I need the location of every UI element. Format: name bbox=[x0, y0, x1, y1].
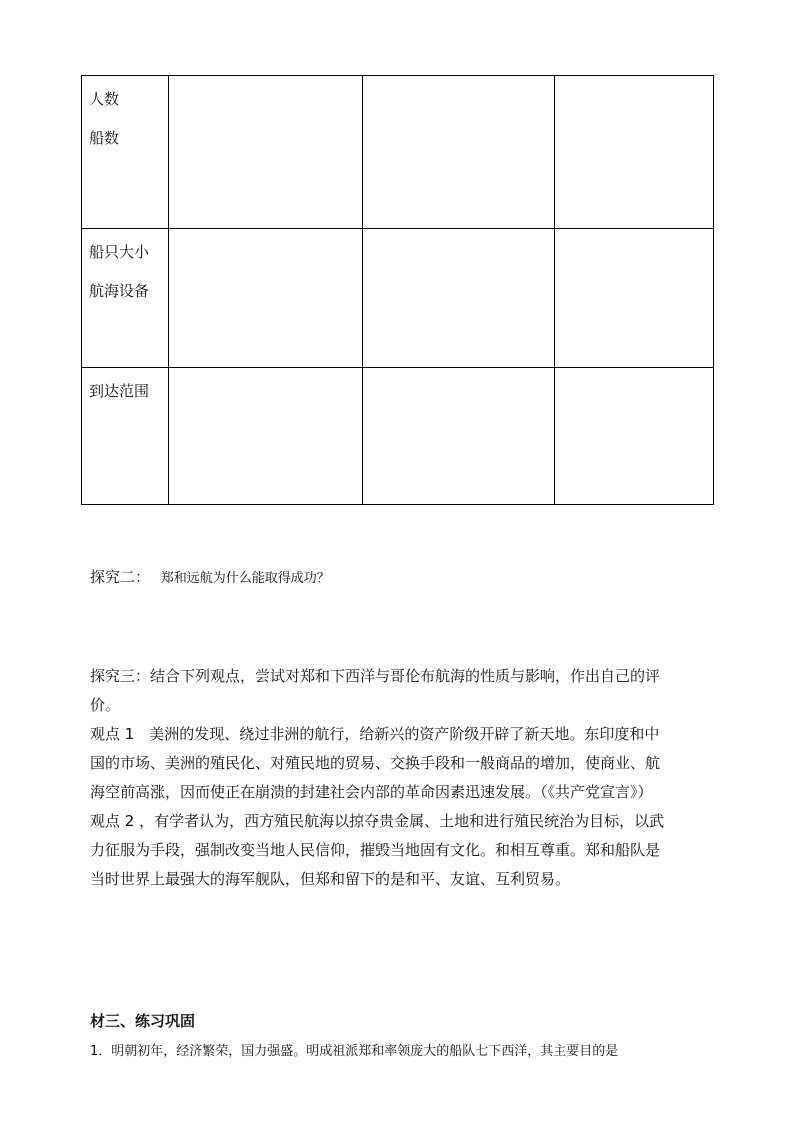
paragraph-line: 海空前高涨，因而使正在崩溃的封建社会内部的革命因素迅速发展。（《共产党宣言》） bbox=[90, 783, 653, 801]
blank-cell[interactable] bbox=[555, 76, 714, 229]
row-header-cell bbox=[82, 76, 169, 229]
blank-cell[interactable] bbox=[363, 76, 555, 229]
table-row bbox=[82, 229, 714, 368]
blank-cell[interactable] bbox=[363, 229, 555, 368]
paragraph-line: 探究三：结合下列观点，尝试对郑和下西洋与哥伦布航海的性质与影响，作出自己的评 bbox=[90, 667, 661, 685]
explore-two-prefix: 探究二： bbox=[90, 568, 151, 586]
comparison-table bbox=[81, 75, 714, 505]
row-label: 到达范围 bbox=[89, 382, 150, 400]
row-label: 船只大小 bbox=[89, 243, 150, 261]
blank-cell[interactable] bbox=[169, 76, 363, 229]
row-label: 船数 bbox=[89, 129, 120, 147]
blank-cell[interactable] bbox=[363, 368, 555, 505]
paragraph-line: 国的市场、美洲的殖民化、对殖民地的贸易、交换手段和一般商品的增加，使商业、航 bbox=[90, 754, 661, 772]
paragraph-line: 观点 1 美洲的发现、绕过非洲的航行，给新兴的资产阶级开辟了新天地。东印度和中 bbox=[90, 725, 660, 743]
blank-cell[interactable] bbox=[555, 368, 714, 505]
paragraph-line: 观点 2 ，有学者认为，西方殖民航海以掠夺贵金属、土地和进行殖民统治为目标，以武 bbox=[90, 812, 665, 830]
paragraph-line: 力征服为手段，强制改变当地人民信仰，摧毁当地固有文化。和相互尊重。郑和船队是 bbox=[90, 841, 661, 859]
blank-cell[interactable] bbox=[169, 368, 363, 505]
row-label: 人数 bbox=[89, 90, 120, 108]
exercise-item-1: 1．明朝初年，经济繁荣，国力强盛。明成祖派郑和率领庞大的船队七下西洋，其主要目的是 bbox=[90, 1044, 619, 1059]
table-row bbox=[82, 76, 714, 229]
table-row bbox=[82, 368, 714, 505]
explore-two-text: 郑和远航为什么能取得成功？ bbox=[160, 571, 330, 586]
explore-three-paragraph bbox=[90, 662, 710, 894]
explore-two-question bbox=[90, 566, 330, 587]
blank-cell[interactable] bbox=[169, 229, 363, 368]
row-header-cell bbox=[82, 368, 169, 505]
row-label: 航海设备 bbox=[89, 282, 150, 300]
paragraph-line: 当时世界上最强大的海军舰队，但郑和留下的是和平、友谊、互利贸易。 bbox=[90, 870, 571, 888]
paragraph-line: 价。 bbox=[90, 696, 121, 714]
row-header-cell bbox=[82, 229, 169, 368]
blank-cell[interactable] bbox=[555, 229, 714, 368]
section-heading: 材三、练习巩固 bbox=[90, 1012, 196, 1030]
